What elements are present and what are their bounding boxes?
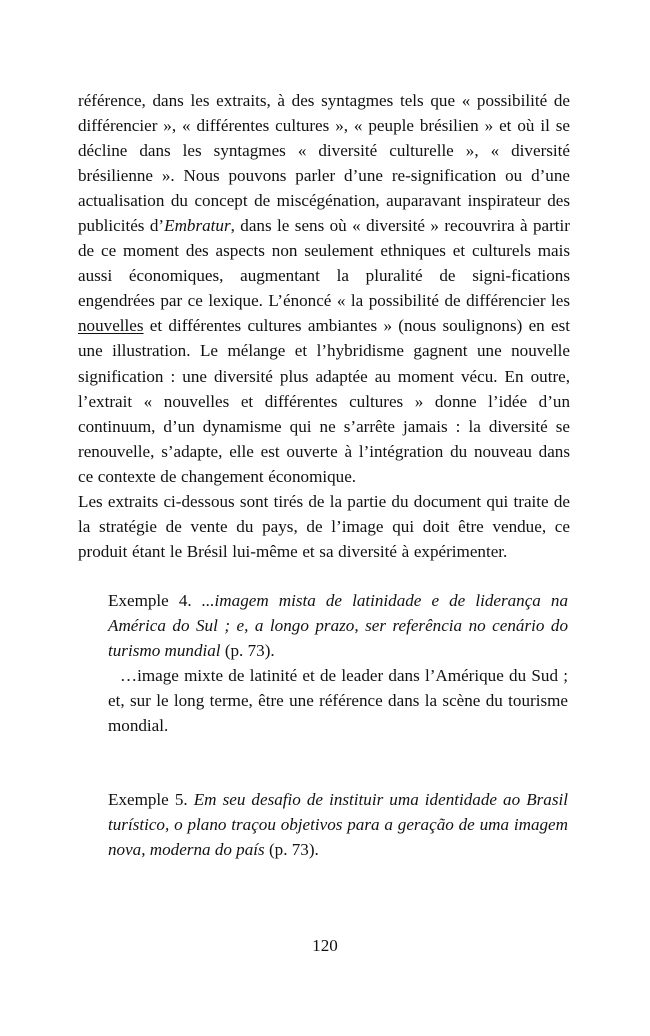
italic-run: Embratur: [164, 216, 231, 236]
italic-run: Em seu desafio de instituir uma identidade ao Brasil turístico, o plano traçou objetivos para a geração de uma imagem nova, moderna do país: [108, 790, 568, 860]
underlined-run: nouvelles: [78, 316, 144, 336]
text-run: Les extraits ci-dessous sont tirés de la partie du document qui traite de la stratégie de vente du pays, de l’image qui doit être vendue, ce produit étant le Brésil lui-même et sa diversité à expérimenter.: [78, 491, 570, 561]
example-4-translation: [108, 663, 568, 738]
example-5-quote: [108, 787, 568, 862]
text-column: [78, 88, 570, 862]
text-run: (p. 73).: [220, 640, 275, 660]
text-run: (p. 73).: [264, 840, 319, 860]
example-spacer: [78, 738, 570, 763]
text-run: …image mixte de latinité et de leader dans l’Amérique du Sud ; et, sur le long terme, être une référence dans la scène du tourisme mondial.: [108, 666, 568, 736]
example-block-4: [78, 588, 570, 738]
text-run: Exemple 5.: [108, 790, 194, 810]
text-run: référence, dans les extraits, à des syntagmes tels que « possibilité de différencier », « différentes cultures », « peuple brésilien » et où il se décline dans les syntagmes « diversité culturelle », « diversité brésilienne ». Nous pouvons parler d’une re-signification ou d’une actualisation du concept de miscégénation, auparavant inspirateur des publicités d’: [78, 91, 570, 236]
text-run: , dans le sens où « diversité » recouvrira à partir de ce moment des aspects non seulement ethniques et culturels mais aussi économiques, augmentant la pluralité de signi-fications engendrées par ce lexique. L’énoncé « la possibilité de différencier les: [78, 216, 570, 311]
paragraph-diversite: [78, 88, 570, 489]
page-number: 120: [312, 936, 338, 955]
text-run: et différentes cultures ambiantes » (nous soulignons) en est une illustration. Le mélange et l’hybridisme gagnent une nouvelle signification : une diversité plus adaptée au moment vécu. En outre, l’extrait « nouvelles et différentes cultures » donne l’idée d’un continuum, d’un dynamisme qui ne s’arrête jamais : la diversité se renouvelle, s’adapte, elle est ouverte à l’intégration du nouveau dans ce contexte de changement économique.: [78, 316, 570, 486]
italic-run: ...imagem mista de latinidade e de liderança na América do Sul ; e, a longo prazo, ser referência no cenário do turismo mundial: [108, 590, 568, 660]
paragraph-extraits: [78, 489, 570, 564]
example-4-quote: [108, 588, 568, 663]
text-run: Exemple 4.: [108, 590, 202, 610]
example-block-5: [78, 787, 570, 862]
